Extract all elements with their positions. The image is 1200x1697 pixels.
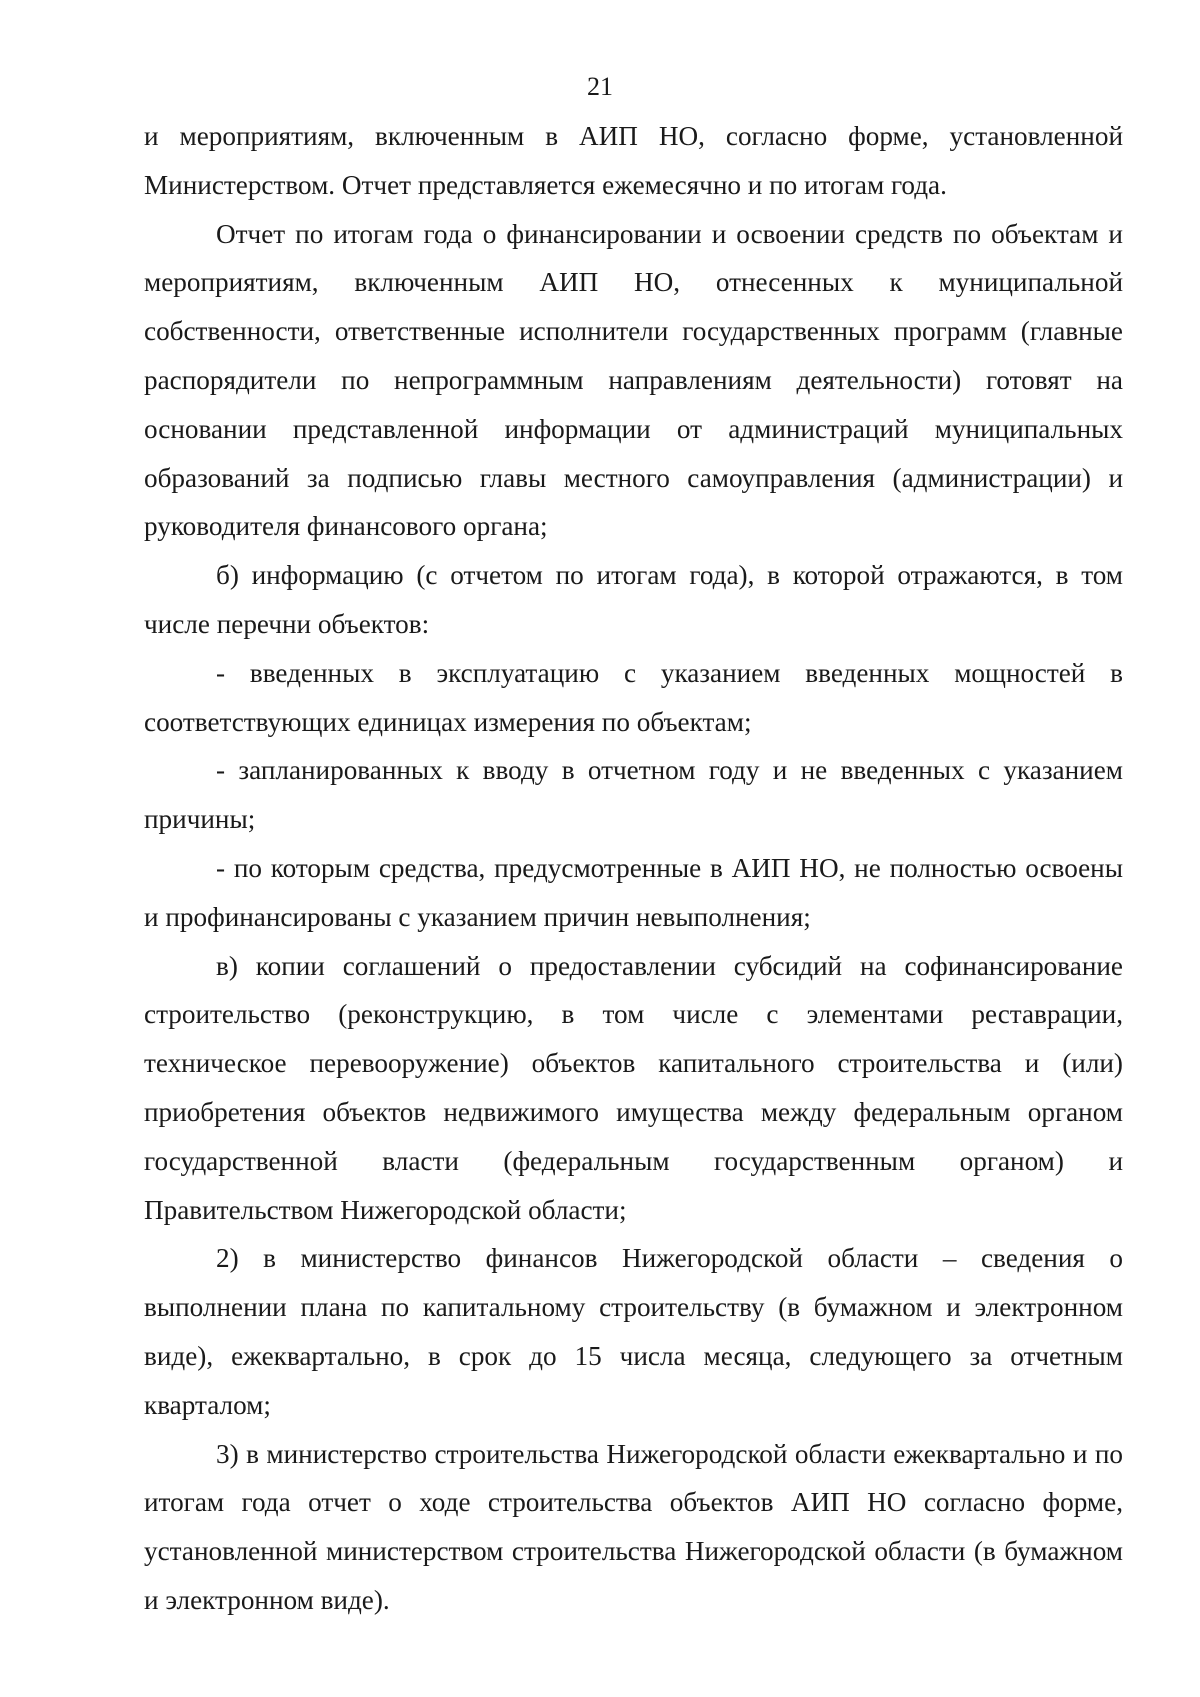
paragraph-dash-funds: - по которым средства, предусмотренные в АИП НО, не полностью освоены и профинансированы с указанием причин невыполнения; bbox=[144, 852, 1123, 932]
paragraph-dash-commissioned: - введенных в эксплуатацию с указанием введенных мощностей в соответствующих единицах измерения по объектам; bbox=[144, 657, 1123, 737]
paragraph-dash-planned: - запланированных к вводу в отчетном году и не введенных с указанием причины; bbox=[144, 755, 1123, 835]
paragraph-item-3: 3) в министерство строительства Нижегородской области ежеквартально и по итогам года отчет о ходе строительства объектов АИП НО согласно форме, установленной министерством строительства Нижегородской области (в бумажном и электронном виде). bbox=[144, 1438, 1123, 1615]
paragraph-continuation: и мероприятиям, включенным в АИП НО, согласно форме, установленной Министерством. Отчет представляется ежемесячно и по итогам года. bbox=[144, 121, 1123, 200]
paragraph-item-2: 2) в министерство финансов Нижегородской области – сведения о выполнении плана по капитальному строительству (в бумажном и электронном виде), ежеквартально, в срок до 15 числа месяца, следующего за отчетным кварталом; bbox=[144, 1243, 1123, 1420]
paragraph-item-b: б) информацию (с отчетом по итогам года), в которой отражаются, в том числе перечни объектов: bbox=[144, 560, 1123, 639]
document-body bbox=[144, 112, 1123, 1625]
page-number: 21 bbox=[587, 72, 613, 101]
paragraph-item-v: в) копии соглашений о предоставлении субсидий на софинансирование строительство (реконструкцию, в том числе с элементами реставрации, техническое перевооружение) объектов капитального строительства и (или) приобретения объектов недвижимого имущества между федеральным органом государственной власти (федеральным государственным органом) и Правительством Нижегородской области; bbox=[144, 950, 1123, 1225]
paragraph-annual-report: Отчет по итогам года о финансировании и освоении средств по объектам и мероприятиям, включенным АИП НО, отнесенных к муниципальной собственности, ответственные исполнители государственных программ (главные распорядители по непрограммным направлениям деятельности) готовят на основании представленной информации от администраций муниципальных образований за подписью главы местного самоуправления (администрации) и руководителя финансового органа; bbox=[144, 218, 1123, 542]
